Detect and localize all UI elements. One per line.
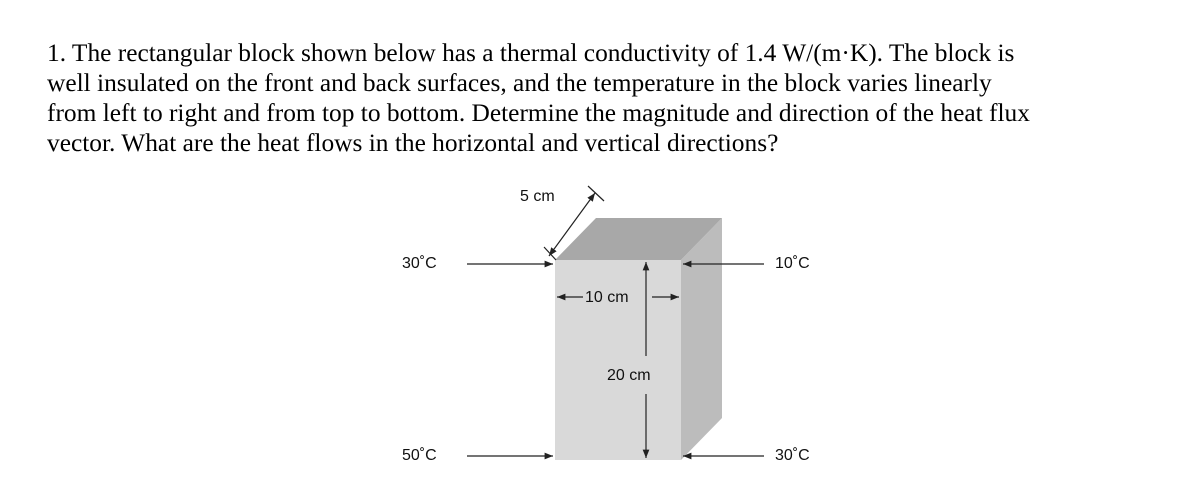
temp-bottom-right: 30˚C — [775, 447, 810, 464]
problem-line-3: from left to right and from top to bottom. Determine the magnitude and direction of the heat flux — [47, 99, 1030, 127]
temp-bottom-left: 50˚C — [402, 447, 437, 464]
width-label: 10 cm — [585, 289, 629, 306]
depth-label: 5 cm — [520, 188, 555, 205]
height-label: 20 cm — [607, 367, 651, 384]
temp-top-right: 10˚C — [775, 255, 810, 272]
block-side-face — [681, 218, 722, 460]
problem-line-4: vector. What are the heat flows in the horizontal and vertical directions? — [47, 129, 779, 157]
problem-line-2: well insulated on the front and back surfaces, and the temperature in the block varies linearly — [47, 69, 992, 97]
temp-top-left: 30˚C — [402, 255, 437, 272]
problem-line-1: 1. The rectangular block shown below has a thermal conductivity of 1.4 W/(m·K). The block is — [47, 39, 1015, 67]
